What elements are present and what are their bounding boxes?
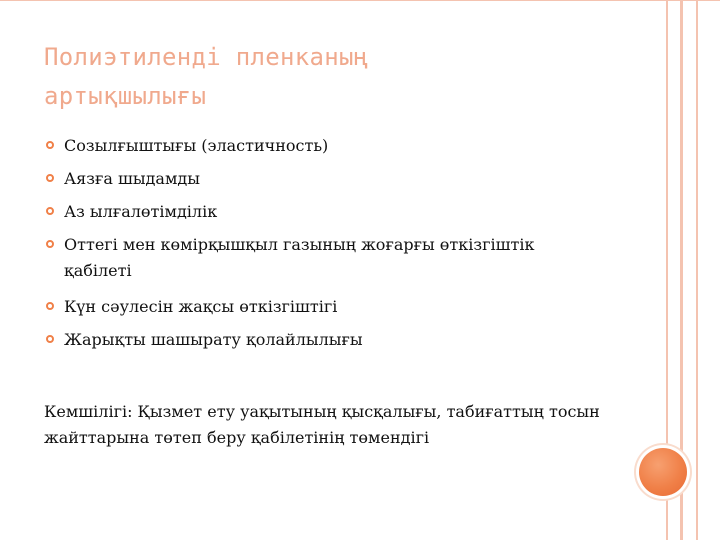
decorative-line xyxy=(696,0,698,540)
list-item-text: Аязға шыдамды xyxy=(64,169,200,188)
bullet-icon xyxy=(46,302,54,310)
slide-title xyxy=(44,38,604,116)
bullet-icon xyxy=(46,335,54,343)
list-item xyxy=(44,199,604,232)
list-item xyxy=(44,166,604,199)
slide-title-line-2: артықшылығы xyxy=(44,82,207,110)
slide-title-line-1: Полиэтиленді пленканың xyxy=(44,43,369,71)
list-item xyxy=(44,294,604,327)
bullet-icon xyxy=(46,240,54,248)
list-item-text: Жарықты шашырату қолайлылығы xyxy=(64,330,363,349)
list-item-text: Оттегі мен көмірқышқыл газының жоғарғы өткізгіштік қабілеті xyxy=(64,235,535,280)
decorative-circle xyxy=(639,448,687,496)
bullet-list xyxy=(44,133,604,360)
bullet-icon xyxy=(46,174,54,182)
list-item-text: Аз ылғалөтімділік xyxy=(64,202,218,221)
top-border-line xyxy=(0,0,720,8)
list-item xyxy=(44,327,604,360)
list-item xyxy=(44,133,604,166)
disadvantage-note: Кемшілігі: Қызмет ету уақытының қысқалығы, табиғаттың тосын жайттарына төтеп беру қабілетінің төмендігі xyxy=(44,402,600,447)
bullet-icon xyxy=(46,141,54,149)
bullet-icon xyxy=(46,207,54,215)
list-item-text: Күн сәулесін жақсы өткізгіштігі xyxy=(64,297,338,316)
list-item-text: Созылғыштығы (эластичность) xyxy=(64,136,329,155)
list-item xyxy=(44,232,604,294)
